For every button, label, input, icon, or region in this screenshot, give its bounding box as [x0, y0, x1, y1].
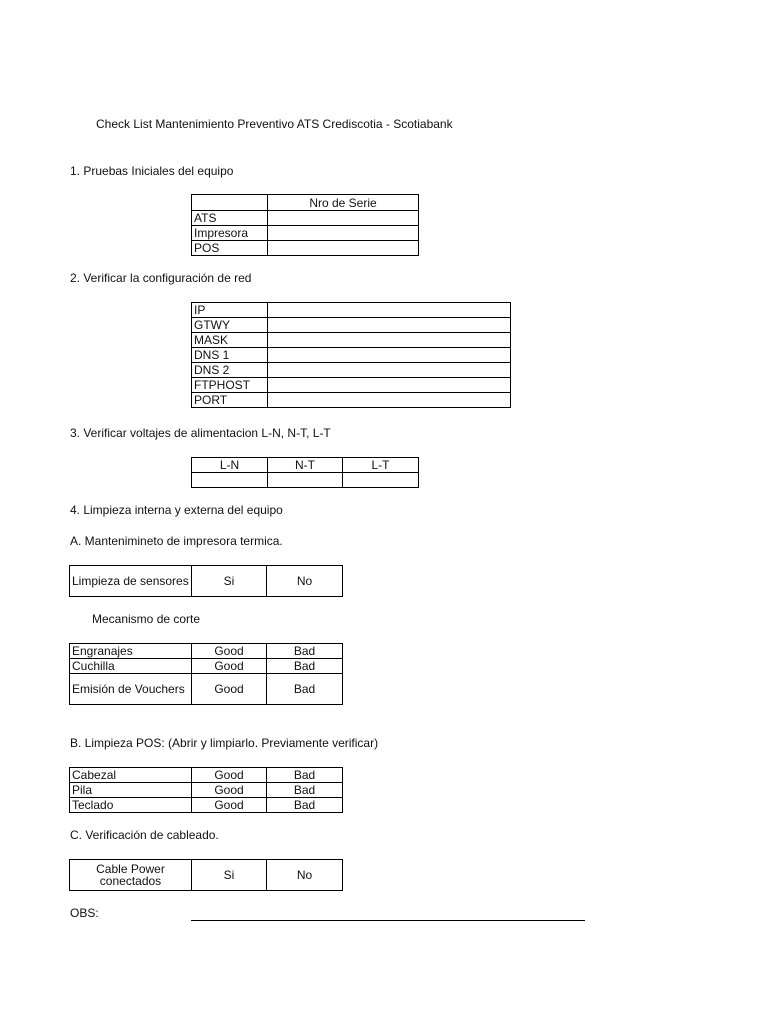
option-bad[interactable]: Bad — [267, 644, 343, 659]
serial-ats-field[interactable] — [268, 211, 419, 226]
serial-impresora-field[interactable] — [268, 226, 419, 241]
row-label-cabezal: Cabezal — [70, 768, 192, 783]
network-config-table — [191, 302, 511, 408]
serial-pos-field[interactable] — [268, 241, 419, 256]
row-label-emision-vouchers: Emisión de Vouchers — [70, 674, 192, 705]
option-good[interactable]: Good — [192, 644, 267, 659]
row-label-limpieza-sensores: Limpieza de sensores — [70, 566, 192, 597]
obs-input-line[interactable] — [191, 920, 585, 921]
row-label-dns1: DNS 1 — [192, 348, 268, 363]
voltage-header-nt: N-T — [268, 458, 343, 473]
row-label-pila: Pila — [70, 783, 192, 798]
row-label-ftphost: FTPHOST — [192, 378, 268, 393]
option-si[interactable]: Si — [192, 860, 267, 891]
port-field[interactable] — [268, 393, 511, 408]
voltage-header-lt: L-T — [343, 458, 419, 473]
page-title: Check List Mantenimiento Preventivo ATS Crediscotia - Scotiabank — [96, 117, 453, 131]
empty-cell — [192, 195, 268, 211]
mask-field[interactable] — [268, 333, 511, 348]
option-good[interactable]: Good — [192, 798, 267, 813]
option-si[interactable]: Si — [192, 566, 267, 597]
row-label-ip: IP — [192, 303, 268, 318]
option-good[interactable]: Good — [192, 783, 267, 798]
option-bad[interactable]: Bad — [267, 768, 343, 783]
voltage-nt-field[interactable] — [268, 473, 343, 488]
pos-cleaning-table — [69, 767, 343, 813]
ftphost-field[interactable] — [268, 378, 511, 393]
row-label-mask: MASK — [192, 333, 268, 348]
option-no[interactable]: No — [267, 860, 343, 891]
cut-mechanism-table — [69, 643, 343, 705]
section-c-heading: C. Verificación de cableado. — [70, 828, 219, 842]
row-label-teclado: Teclado — [70, 798, 192, 813]
row-label-impresora: Impresora — [192, 226, 268, 241]
section-a-heading: A. Mantenimineto de impresora termica. — [70, 534, 283, 548]
section-2-heading: 2. Verificar la configuración de red — [70, 271, 252, 285]
row-label-cable-power: Cable Power conectados — [70, 860, 192, 891]
voltage-lt-field[interactable] — [343, 473, 419, 488]
option-good[interactable]: Good — [192, 768, 267, 783]
gtwy-field[interactable] — [268, 318, 511, 333]
row-label-port: PORT — [192, 393, 268, 408]
row-label-ats: ATS — [192, 211, 268, 226]
row-label-dns2: DNS 2 — [192, 363, 268, 378]
cut-mechanism-subheading: Mecanismo de corte — [92, 612, 201, 626]
option-bad[interactable]: Bad — [267, 783, 343, 798]
serial-header: Nro de Serie — [268, 195, 419, 211]
row-label-cuchilla: Cuchilla — [70, 659, 192, 674]
cabling-table — [69, 859, 343, 891]
section-3-heading: 3. Verificar voltajes de alimentacion L-N, N-T, L-T — [70, 426, 331, 440]
option-good[interactable]: Good — [192, 659, 267, 674]
option-good[interactable]: Good — [192, 674, 267, 705]
dns1-field[interactable] — [268, 348, 511, 363]
sensor-cleaning-table — [69, 565, 343, 597]
option-no[interactable]: No — [267, 566, 343, 597]
serial-number-table — [191, 194, 419, 256]
ip-field[interactable] — [268, 303, 511, 318]
option-bad[interactable]: Bad — [267, 798, 343, 813]
row-label-engranajes: Engranajes — [70, 644, 192, 659]
row-label-pos: POS — [192, 241, 268, 256]
obs-label: OBS: — [70, 906, 99, 920]
section-4-heading: 4. Limpieza interna y externa del equipo — [70, 503, 283, 517]
option-bad[interactable]: Bad — [267, 674, 343, 705]
option-bad[interactable]: Bad — [267, 659, 343, 674]
voltage-header-ln: L-N — [192, 458, 268, 473]
voltage-ln-field[interactable] — [192, 473, 268, 488]
section-1-heading: 1. Pruebas Iniciales del equipo — [70, 164, 234, 178]
row-label-gtwy: GTWY — [192, 318, 268, 333]
dns2-field[interactable] — [268, 363, 511, 378]
section-b-heading: B. Limpieza POS: (Abrir y limpiarlo. Previamente verificar) — [70, 736, 379, 750]
voltage-table — [191, 457, 419, 488]
